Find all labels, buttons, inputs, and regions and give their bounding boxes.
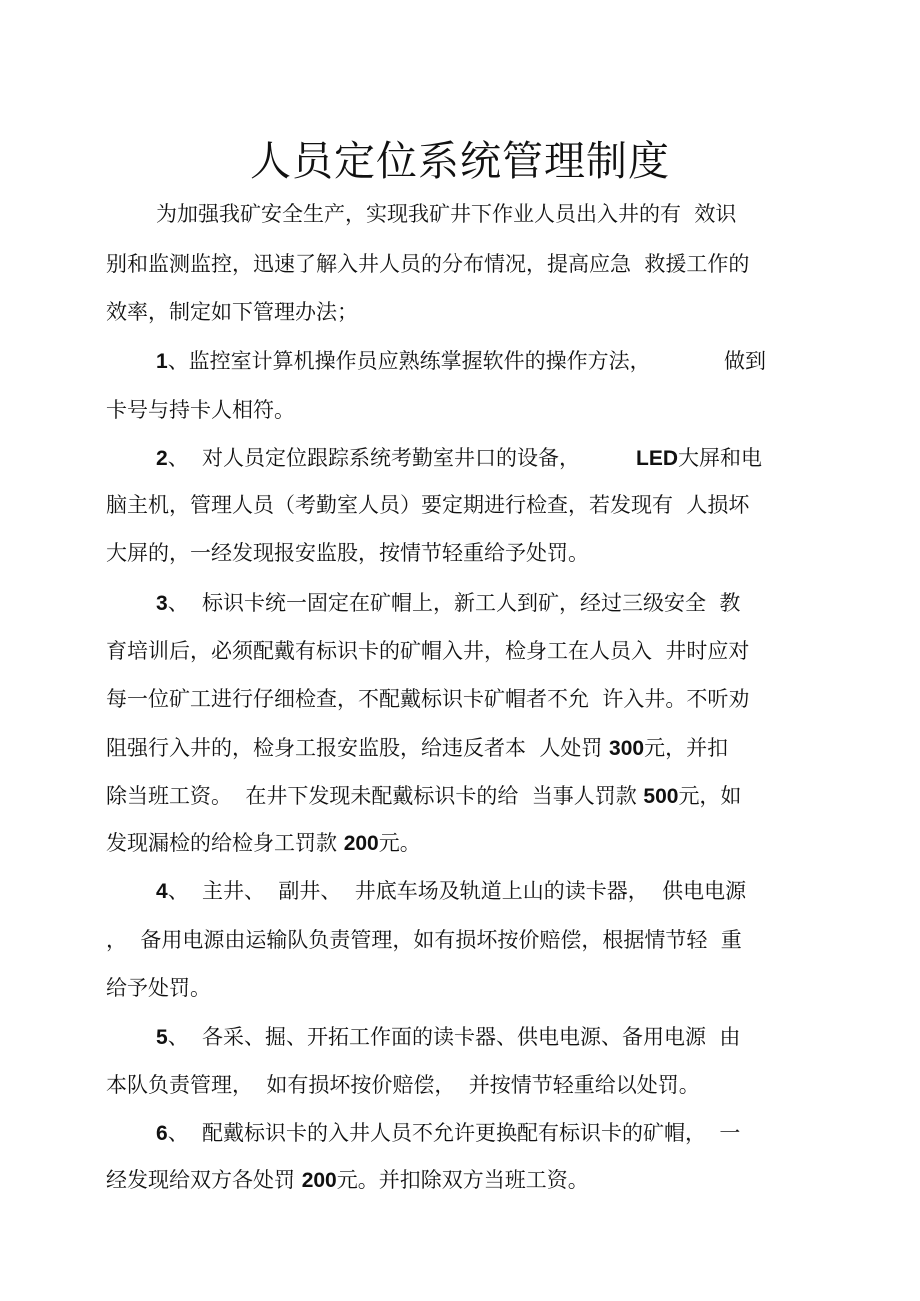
- clause-text: 元。: [378, 831, 421, 855]
- clause-text: 除当班工资。 在井下发现未配戴标识卡的给 当事人罚款: [106, 784, 637, 808]
- clause-4-line-1: [156, 877, 746, 906]
- clause-5-line-2: 本队负责管理， 如有损坏按价赔偿， 并按情节轻重给以处罚。: [106, 1073, 700, 1097]
- clause-2-line-3: 大屏的，一经发现报安监股，按情节轻重给予处罚。: [106, 541, 589, 565]
- clause-text: 、 各采、掘、开拓工作面的读卡器、供电电源、备用电源 由: [167, 1025, 741, 1049]
- clause-3-line-6: [106, 829, 421, 858]
- clause-2-line-2: 脑主机，管理人员（考勤室人员）要定期进行检查，若发现有 人损坏: [106, 493, 750, 517]
- clause-text: 、监控室计算机操作员应熟练掌握软件的操作方法，: [167, 349, 651, 373]
- clause-1-line-1: [156, 347, 651, 376]
- clause-3-line-4: [106, 734, 728, 763]
- clause-6-line-1: [156, 1119, 740, 1148]
- clause-text: 、 标识卡统一固定在矿帽上，新工人到矿，经过三级安全 教: [167, 591, 741, 615]
- clause-3-line-2: 育培训后，必须配戴有标识卡的矿帽入井，检身工在人员入 井时应对: [106, 639, 750, 663]
- clause-text: 元。并扣除双方当班工资。: [336, 1168, 589, 1192]
- clause-3-line-5: [106, 782, 741, 811]
- clause-text: 、 主井、 副井、 井底车场及轨道上山的读卡器， 供电电源: [167, 879, 747, 903]
- led-label: LED: [636, 447, 678, 470]
- clause-number: 3: [156, 592, 168, 615]
- clause-number: 6: [156, 1122, 168, 1145]
- intro-line-3: 效率，制定如下管理办法；: [106, 300, 358, 324]
- clause-text: 、 对人员定位跟踪系统考勤室井口的设备，: [167, 446, 581, 470]
- clause-number: 5: [156, 1026, 168, 1049]
- clause-number: 1: [156, 350, 168, 373]
- intro-line-1: 为加强我矿安全生产，实现我矿井下作业人员出入井的有 效识: [156, 202, 737, 226]
- clause-3-line-3: 每一位矿工进行仔细检查，不配戴标识卡矿帽者不允 许入井。不听劝: [106, 687, 750, 711]
- clause-6-line-2: [106, 1166, 589, 1195]
- clause-4-line-3: 给予处罚。: [106, 976, 211, 1000]
- clause-2-line-1: [156, 444, 580, 473]
- clause-number: 4: [156, 880, 168, 903]
- fine-amount: 200: [301, 1169, 337, 1192]
- clause-1-line-2: 卡号与持卡人相符。: [106, 398, 295, 422]
- fine-amount: 200: [343, 832, 379, 855]
- clause-3-line-1: [156, 589, 740, 618]
- fine-amount: 500: [643, 785, 679, 808]
- clause-1-line-1-tail: 做到: [724, 349, 766, 373]
- clause-4-line-2: ， 备用电源由运输队负责管理，如有损坏按价赔偿，根据情节轻 重: [106, 928, 742, 952]
- clause-text: 阻强行入井的，检身工报安监股，给违反者本 人处罚: [106, 736, 603, 760]
- page-title: 人员定位系统管理制度: [250, 137, 670, 185]
- clause-text: 元，并扣: [644, 736, 729, 760]
- intro-line-2: 别和监测监控，迅速了解入井人员的分布情况，提高应急 救援工作的: [106, 252, 750, 276]
- clause-5-line-1: [156, 1023, 740, 1052]
- clause-text: 元，如: [678, 784, 742, 808]
- fine-amount: 300: [609, 737, 645, 760]
- clause-number: 2: [156, 447, 168, 470]
- clause-2-line-1-tail: [636, 444, 762, 473]
- clause-text: 经发现给双方各处罚: [106, 1168, 295, 1192]
- clause-text: 、 配戴标识卡的入井人员不允许更换配有标识卡的矿帽， 一: [167, 1121, 741, 1145]
- clause-text: 发现漏检的给检身工罚款: [106, 831, 337, 855]
- clause-text: 大屏和电: [678, 446, 762, 470]
